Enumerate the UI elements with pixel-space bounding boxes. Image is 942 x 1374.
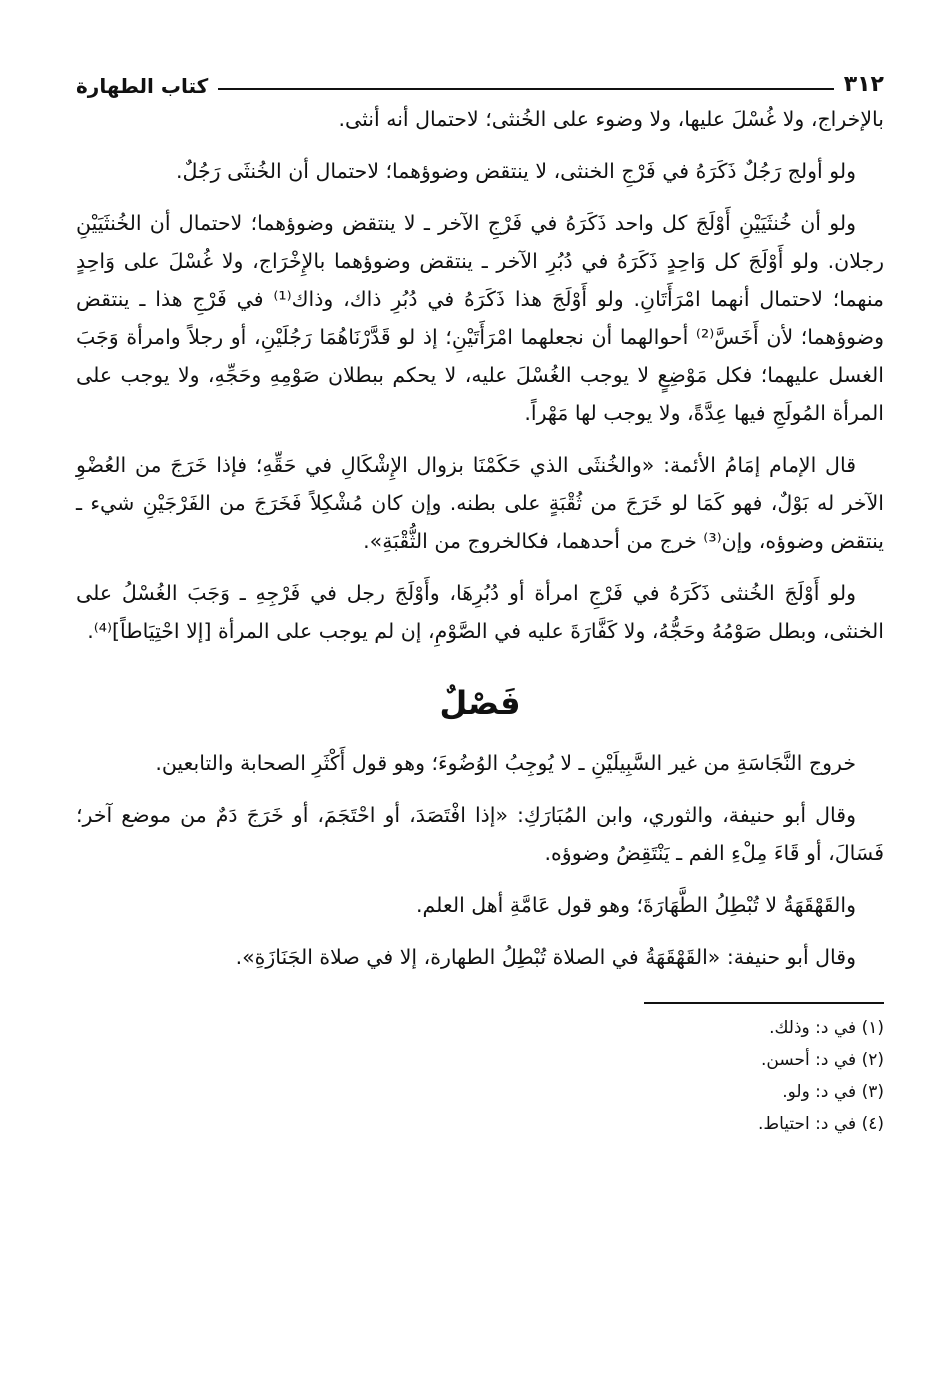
- book-title: كتاب الطهارة: [76, 74, 209, 98]
- paragraph: ولو أن خُنثَيَيْنِ أَوْلَجَ كل واحد ذَكَرَهُ في فَرْجِ الآخر ـ لا ينتقض وضوؤهما؛ لاحتمال أن الخُنثَيَيْنِ رجلان. ولو أَوْلَجَ كل وَاحِدٍ ذَكَرَهُ في دُبُرِ الآخر ـ ينتقض وضوؤهما بالإِخْرَاج، ولا غُسْلَ على وَاحِدٍ منهما؛ لاحتمال أنهما امْرَأَتَانِ. ولو أَوْلَجَ هذا ذَكَرَهُ في دُبُرِ ذاك، وذاك⁽¹⁾ في فَرْجِ هذا ـ ينتقض وضوؤهما؛ لأن أَخَسَّ⁽²⁾ أحوالهما أن نجعلهما امْرَأَتَيْنِ؛ إذ لو قَدَّرْنَاهُمَا رَجُلَيْنِ، أو رجلاً وامرأة وَجَبَ الغسل عليهما؛ فكل مَوْضِعٍ لا يوجب الغُسْلَ عليه، لا يحكم ببطلان صَوْمِهِ وحَجِّهِ، ولا يوجب على المرأة المُولَجِ فيها عِدَّةً، ولا يوجب لها مَهْراً.: [76, 211, 884, 425]
- paragraph: ولو أولج رَجُلٌ ذَكَرَهُ في فَرْجِ الخنثى، لا ينتقض وضوؤهما؛ لاحتمال أن الخُنثَى رَجُلٌ.: [175, 159, 856, 183]
- paragraph: خروج النَّجَاسَةِ من غير السَّبِيلَيْنِ ـ لا يُوجِبُ الوُضُوءَ؛ وهو قول أَكْثَرِ الصحابة والتابعين.: [155, 751, 856, 776]
- paragraph: وقال أبو حنيفة: «القَهْقَهَةُ في الصلاة تُبْطِلُ الطهارة، إلا في صلاة الجَنَازَةِ».: [235, 945, 856, 970]
- paragraph: بالإخراج، ولا غُسْلَ عليها، ولا وضوء على الخُنثى؛ لاحتمال أنه أنثى.: [338, 107, 884, 131]
- book-page: [76, 62, 884, 1344]
- main-text: [76, 100, 884, 976]
- footnotes: [76, 1012, 884, 1140]
- footnote-separator: [644, 1002, 884, 1004]
- footnote: (١) في د: وذلك.: [769, 1018, 884, 1039]
- page-number: ٣١٢: [843, 72, 884, 97]
- footnote: (٤) في د: احتياط.: [757, 1114, 884, 1135]
- footnote: (٢) في د: أحسن.: [761, 1050, 884, 1071]
- footnote: (٣) في د: ولو.: [782, 1082, 884, 1103]
- paragraph: ولو أَوْلَجَ الخُنثى ذَكَرَهُ في فَرْجِ امرأة أو دُبُرِهَا، وأَوْلَجَ رجل في فَرْجِهِ ـ وَجَبَ الغُسْلُ على الخنثى، وبطل صَوْمُهُ وحَجُّهُ، ولا كَفَّارَةَ عليه في الصَّوْمِ، إن لم يوجب على المرأة [إلا احْتِيَاطاً]⁽⁴⁾.: [76, 581, 884, 643]
- paragraph: وقال أبو حنيفة، والثوري، وابن المُبَارَكِ: «إذا افْتَصَدَ، أو احْتَجَمَ، أو خَرَجَ دَمٌ من موضع آخر؛ فَسَالَ، أو قَاءَ مِلْءِ الفم ـ يَنْتَقِضُ وضوؤه.: [76, 803, 884, 866]
- running-header: [76, 62, 884, 96]
- paragraph: والقَهْقَهَةُ لا تُبْطِلُ الطَّهَارَةَ؛ وهو قول عَامَّةِ أهل العلم.: [416, 893, 856, 918]
- paragraph: قال الإمام إمَامُ الأئمة: «والخُنثَى الذي حَكَمْنَا بزوال الإِشْكَالِ في حَقِّهِ؛ فإذا خَرَجَ من العُضْوِ الآخر له بَوْلٌ، فهو كَمَا لو خَرَجَ من ثُقْبَةٍ على بطنه. وإن كان مُشْكِلاً فَخَرَجَ من الفَرْجَيْنِ شيء ـ ينتقض وضوؤه، وإن⁽³⁾ خرج من أحدهما، فكالخروج من الثُّقْبَةِ».: [76, 453, 884, 553]
- section-heading: فَصْلٌ: [439, 684, 521, 722]
- header-rule: [218, 88, 833, 90]
